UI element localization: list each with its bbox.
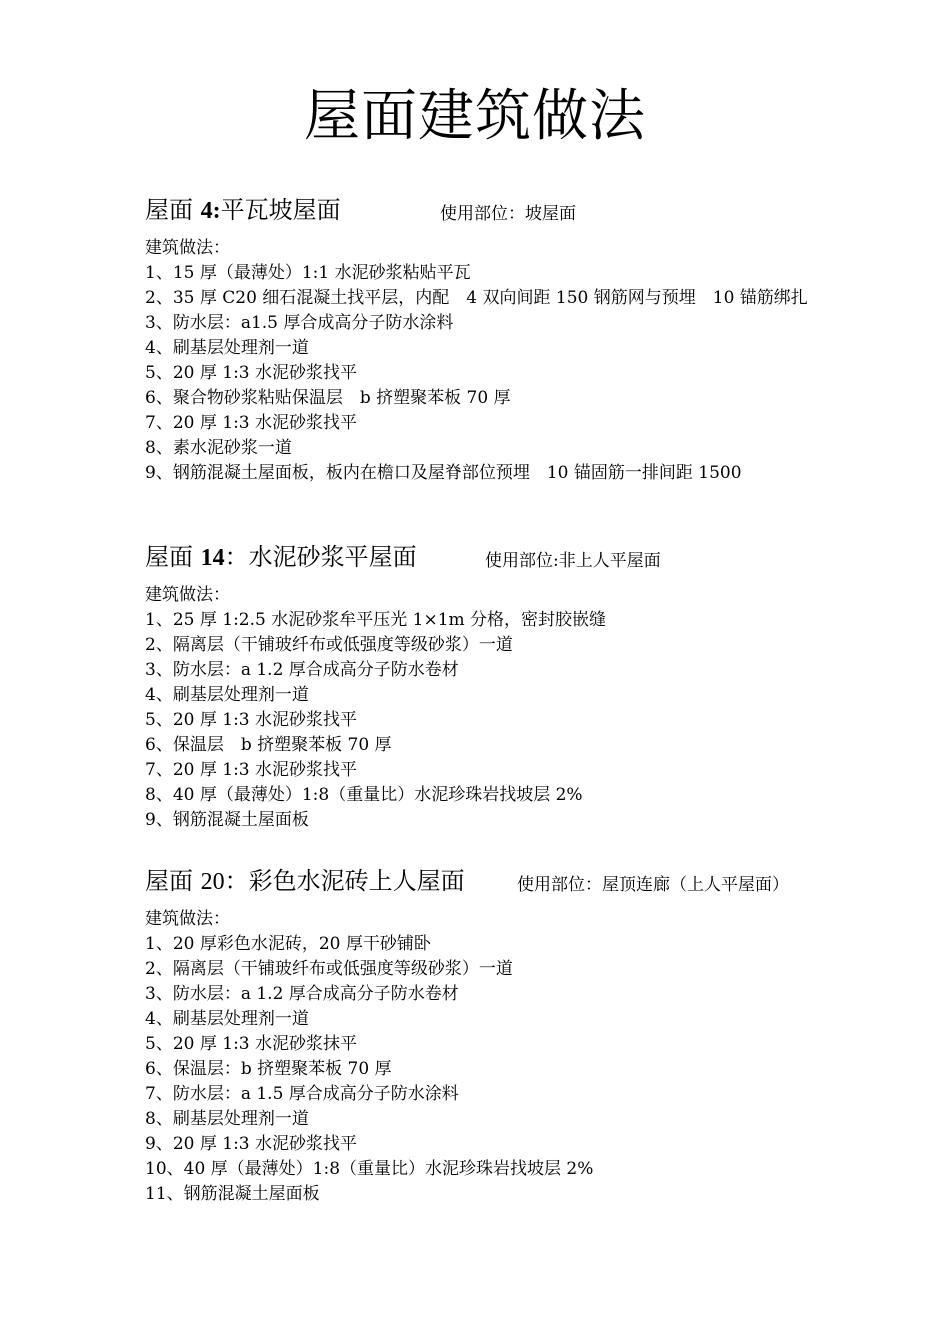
list-item: 1、15 厚（最薄处）1:1 水泥砂浆粘贴平瓦 (145, 263, 471, 283)
section-roof-14 (145, 541, 825, 833)
section-usage: 使用部位:非上人平屋面 (485, 551, 661, 571)
section-label: 建筑做法： (145, 238, 230, 258)
list-item: 7、20 厚 1:3 水泥砂浆找平 (145, 413, 358, 433)
list-item: 2、隔离层（干铺玻纤布或低强度等级砂浆）一道 (145, 959, 513, 979)
section-name: 平瓦坡屋面 (220, 196, 341, 224)
section-title-prefix: 屋面 (145, 867, 201, 895)
section-label: 建筑做法： (145, 909, 230, 929)
section-number: 14 (200, 545, 225, 571)
section-header (145, 865, 825, 905)
section-label: 建筑做法： (145, 585, 230, 605)
list-item: 4、刷基层处理剂一道 (145, 338, 309, 358)
list-item: 7、20 厚 1:3 水泥砂浆找平 (145, 760, 358, 780)
list-item: 9、钢筋混凝土屋面板 (145, 810, 309, 830)
list-item: 1、20 厚彩色水泥砖，20 厚干砂铺卧 (145, 934, 431, 954)
section-usage: 使用部位：屋顶连廊（上人平屋面） (517, 875, 789, 895)
list-item: 10、40 厚（最薄处）1:8（重量比）水泥珍珠岩找坡层 2% (145, 1159, 594, 1179)
list-item: 3、防水层：a1.5 厚合成高分子防水涂料 (145, 313, 454, 333)
list-item: 11、钢筋混凝土屋面板 (145, 1184, 320, 1204)
list-item: 7、防水层：a 1.5 厚合成高分子防水涂料 (145, 1084, 459, 1104)
section-title (145, 865, 465, 898)
section-name: ：水泥砂浆平屋面 (224, 543, 417, 571)
list-item: 1、25 厚 1:2.5 水泥砂浆牟平压光 1×1m 分格，密封胶嵌缝 (145, 610, 607, 630)
step-list (145, 261, 825, 486)
section-title (145, 541, 417, 574)
step-list (145, 608, 825, 833)
list-item: 3、防水层：a 1.2 厚合成高分子防水卷材 (145, 660, 459, 680)
section-number: 4: (200, 198, 221, 224)
list-item: 5、20 厚 1:3 水泥砂浆抹平 (145, 1034, 358, 1054)
section-name: ：彩色水泥砖上人屋面 (224, 867, 465, 895)
section-roof-20 (145, 865, 825, 1207)
list-item: 5、20 厚 1:3 水泥砂浆找平 (145, 363, 358, 383)
step-list (145, 932, 825, 1207)
list-item: 9、20 厚 1:3 水泥砂浆找平 (145, 1134, 358, 1154)
list-item: 3、防水层：a 1.2 厚合成高分子防水卷材 (145, 984, 459, 1004)
section-title-prefix: 屋面 (145, 543, 201, 571)
list-item: 6、保温层：b 挤塑聚苯板 70 厚 (145, 1059, 392, 1079)
section-header (145, 194, 825, 234)
list-item: 4、刷基层处理剂一道 (145, 1009, 309, 1029)
list-item: 8、素水泥砂浆一道 (145, 438, 292, 458)
section-header (145, 541, 825, 581)
section-usage: 使用部位：坡屋面 (440, 204, 576, 224)
section-roof-4 (145, 194, 825, 486)
list-item: 5、20 厚 1:3 水泥砂浆找平 (145, 710, 358, 730)
list-item: 8、40 厚（最薄处）1:8（重量比）水泥珍珠岩找坡层 2% (145, 785, 583, 805)
list-item: 8、刷基层处理剂一道 (145, 1109, 309, 1129)
list-item: 2、35 厚 C20 细石混凝土找平层，内配 4 双向间距 150 钢筋网与预埋 10 锚筋绑扎 (145, 288, 808, 308)
list-item: 9、钢筋混凝土屋面板，板内在檐口及屋脊部位预埋 10 锚固筋一排间距 1500 (145, 463, 742, 483)
section-number: 20 (200, 869, 225, 895)
list-item: 6、聚合物砂浆粘贴保温层 b 挤塑聚苯板 70 厚 (145, 388, 511, 408)
section-title (145, 194, 341, 227)
list-item: 4、刷基层处理剂一道 (145, 685, 309, 705)
document-title: 屋面建筑做法 (304, 84, 646, 149)
section-title-prefix: 屋面 (145, 196, 201, 224)
list-item: 2、隔离层（干铺玻纤布或低强度等级砂浆）一道 (145, 635, 513, 655)
list-item: 6、保温层 b 挤塑聚苯板 70 厚 (145, 735, 392, 755)
